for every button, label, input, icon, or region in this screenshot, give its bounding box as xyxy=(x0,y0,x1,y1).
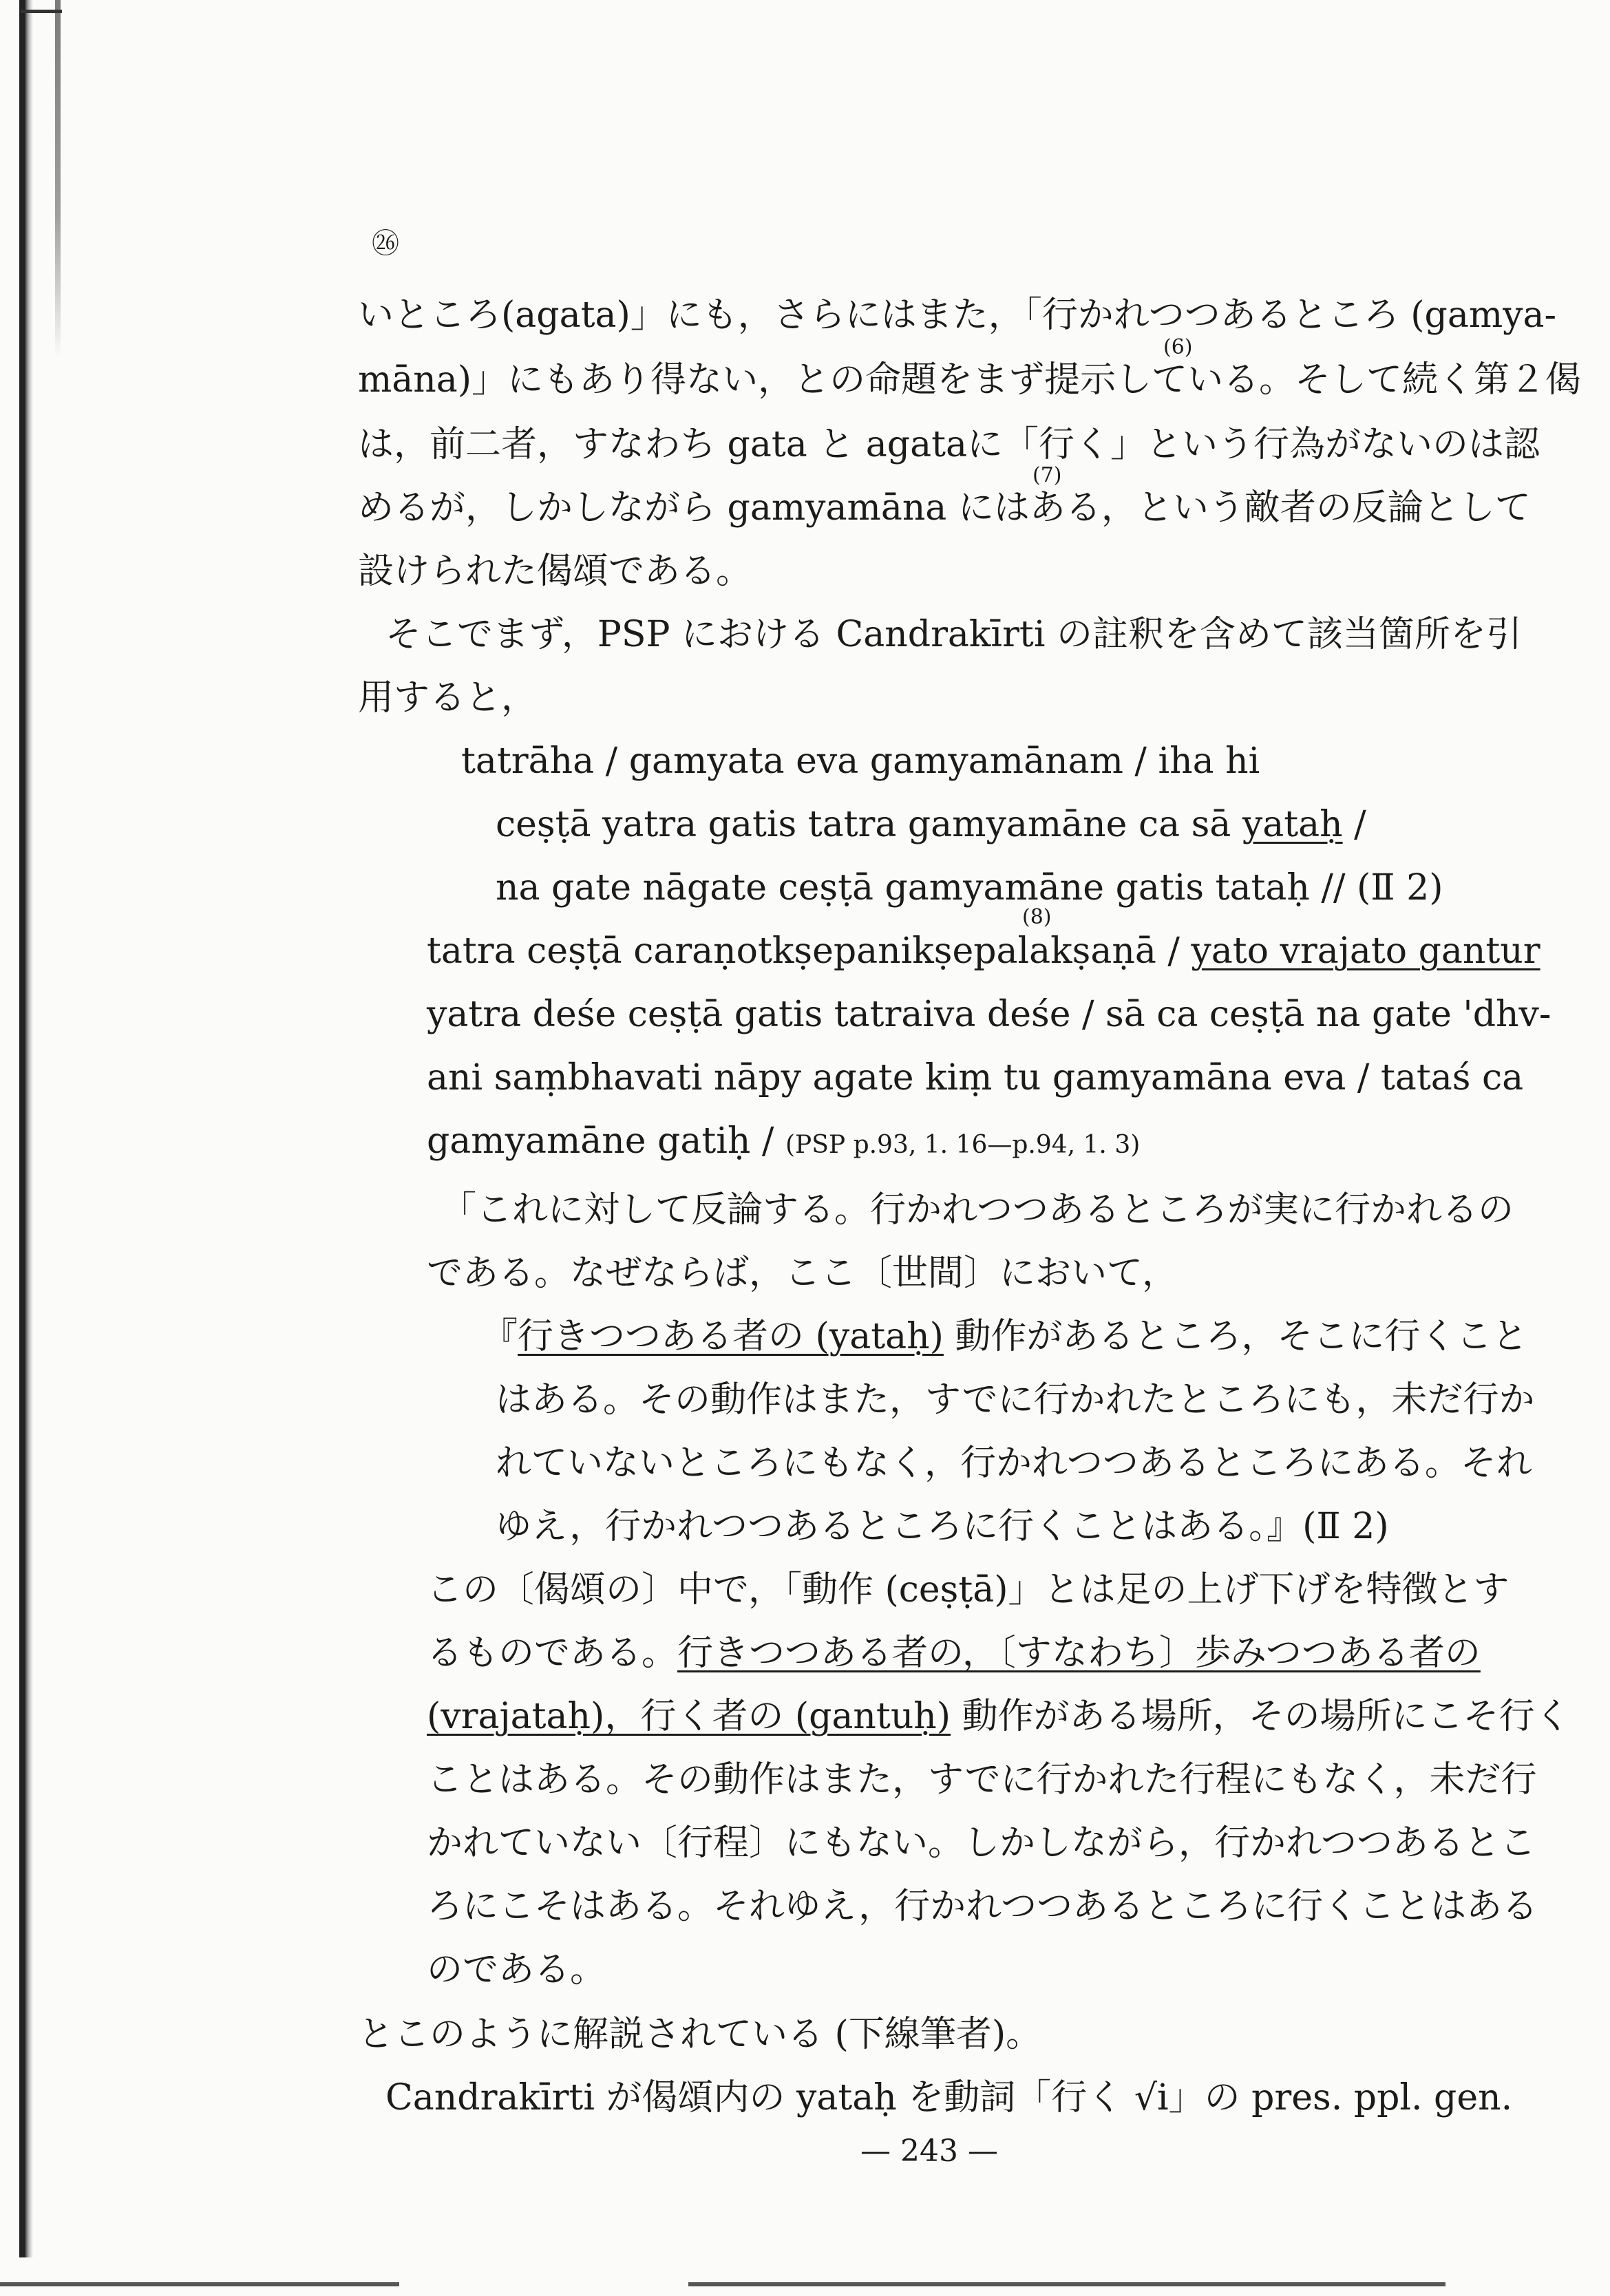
underlined-term: yataḥ xyxy=(1242,804,1343,845)
translation-line: ゆえ，行かれつつあるところに行くことはある。』(Ⅱ 2) xyxy=(496,1506,1389,1547)
translation-line: である。なぜならば，ここ〔世間〕において， xyxy=(427,1253,1178,1294)
note-ref-7: (7) xyxy=(1032,463,1062,487)
commentary-line: gamyamāne gatiḥ / (PSP p.93, 1. 16—p.94, 1. 3) xyxy=(427,1120,1141,1162)
commentary-line: yatra deśe ceṣṭā gatis tatraiva deśe / sā ca ceṣṭā na gate 'dhv- xyxy=(427,994,1551,1035)
underlined-phrase: 行きつつある者の，〔すなわち〕歩みつつある者の xyxy=(677,1633,1481,1674)
translation-line: れていないところにもなく，行かれつつあるところにある。それ xyxy=(496,1443,1532,1484)
note-ref-8: (8) xyxy=(1022,905,1052,929)
translation-line: はある。その動作はまた，すでに行かれたところにも，未だ行か xyxy=(496,1379,1535,1421)
text-line: は，前二者，すなわち gata と agataに「行く」という行為がないのは認 xyxy=(358,424,1540,465)
text-line: とこのように解説されている (下線筆者)。 xyxy=(358,2014,1042,2055)
translation-line: ろにこそはある。それゆえ，行かれつつあるところに行くことはある xyxy=(427,1886,1538,1927)
translation-line: ことはある。その動作はまた，すでに行かれた行程にもなく，未だ行 xyxy=(427,1759,1537,1800)
translation-line: のである。 xyxy=(427,1949,606,1990)
note-ref-6: (6) xyxy=(1163,335,1193,359)
binding-shadow xyxy=(55,0,61,358)
text-line: 用すると， xyxy=(358,677,538,719)
translation-line: 『行きつつある者の (yataḥ) 動作があるところ，そこに行くこと xyxy=(482,1316,1528,1357)
bottom-edge-shadow xyxy=(0,2282,399,2286)
verse-line: tatrāha / gamyata eva gamyamānam / iha hi xyxy=(461,741,1260,782)
text-line: めるが，しかしながら gamyamāna にはある，という敵者の反論として xyxy=(358,487,1531,529)
translation-line: かれていない〔行程〕にもない。しかしながら，行かれつつあるとこ xyxy=(427,1822,1536,1864)
translation-line: るものである。行きつつある者の，〔すなわち〕歩みつつある者の xyxy=(427,1633,1481,1674)
translation-line: 「これに対して反論する。行かれつつあるところが実に行かれるの xyxy=(441,1189,1514,1231)
citation: (PSP p.93, 1. 16—p.94, 1. 3) xyxy=(785,1131,1141,1159)
text-line: māna)」にもあり得ない，との命題をまず提示している。そして続く第２偈 xyxy=(358,359,1582,401)
verse-line: ceṣṭā yatra gatis tatra gamyamāne ca sā yataḥ / xyxy=(496,804,1366,845)
commentary-line: ani saṃbhavati nāpy agate kiṃ tu gamyamāna eva / tataś ca xyxy=(427,1057,1524,1098)
underlined-phrase: yato vrajato gantur xyxy=(1191,931,1540,972)
translation-line: この〔偈頌の〕中で，「動作 (ceṣṭā)」とは足の上げ下げを特徴とす xyxy=(427,1569,1510,1611)
text-line: いところ(agata)」にも，さらにはまた，「行かれつつあるところ (gamya- xyxy=(358,295,1557,336)
text-line: Candrakīrti が偈頌内の yataḥ を動詞「行く √i」の pres. ppl. gen. xyxy=(385,2077,1513,2118)
underlined-phrase: (vrajataḥ)，行く者の (gantuḥ) xyxy=(427,1696,951,1737)
text-line: 設けられた偈頌である。 xyxy=(358,551,752,592)
commentary-line: tatra ceṣṭā caraṇotkṣepanikṣepalakṣaṇā / yato vrajato gantur xyxy=(427,931,1540,972)
corner-mark xyxy=(21,10,62,13)
page-marker: ㉖ xyxy=(372,228,399,259)
binding-edge xyxy=(19,0,33,2257)
verse-line: na gate nāgate ceṣṭā gamyamāne gatis tataḥ // (Ⅱ 2) xyxy=(496,867,1443,908)
bottom-edge-shadow xyxy=(688,2282,1445,2286)
text-line: そこでまず，PSP における Candrakīrti の註釈を含めて該当箇所を引 xyxy=(385,614,1522,655)
underlined-phrase: 行きつつある者の (yataḥ) xyxy=(518,1316,944,1357)
translation-line: (vrajataḥ)，行く者の (gantuḥ) 動作がある場所，その場所にこそ行く xyxy=(427,1696,1571,1737)
page-number: — 243 — xyxy=(860,2134,998,2169)
